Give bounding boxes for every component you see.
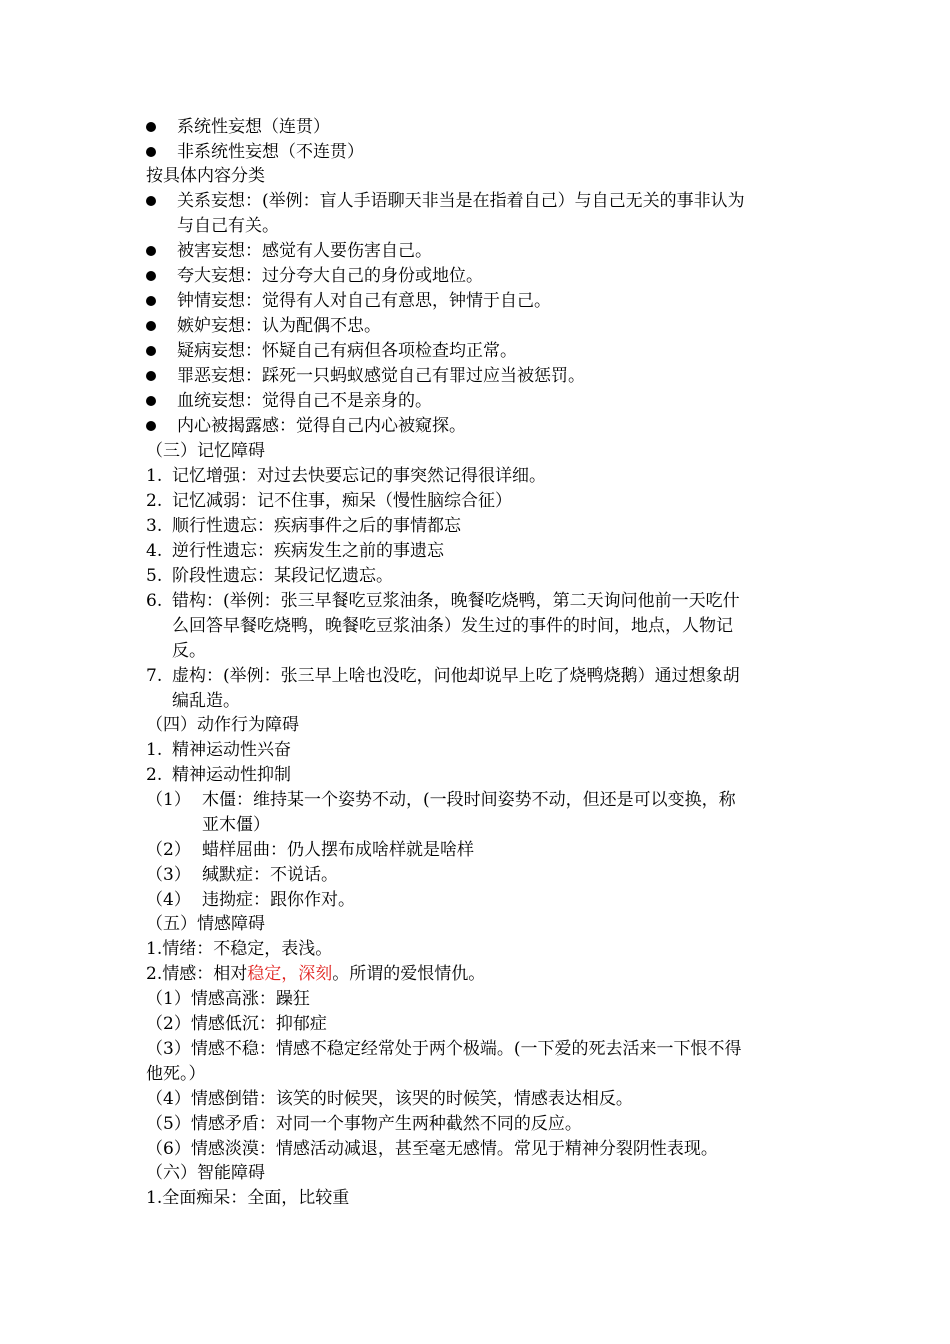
list-number: （4） [146, 890, 191, 910]
list-number: 4. [146, 541, 163, 561]
list-number: 3. [146, 516, 163, 536]
list-text: 编乱造。 [172, 691, 240, 711]
list-text: 缄默症：不说话。 [202, 865, 338, 885]
bullet-text: 钟情妄想：觉得有人对自己有意思，钟情于自己。 [177, 291, 551, 311]
list-number: 2. [146, 765, 163, 785]
bullet-text: 嫉妒妄想：认为配偶不忠。 [177, 316, 381, 336]
list-number: 5. [146, 566, 163, 586]
list-number: （1） [146, 790, 191, 810]
list-text: 精神运动性兴奋 [172, 740, 291, 760]
list-text: 亚木僵） [202, 815, 270, 835]
list-text: 阶段性遗忘：某段记忆遗忘。 [172, 566, 393, 586]
list-number: 1. [146, 740, 163, 760]
list-text: 逆行性遗忘：疾病发生之前的事遗忘 [172, 541, 444, 561]
list-text: 蜡样屈曲：仍人摆布成啥样就是啥样 [202, 840, 474, 860]
bullet-dot-icon [146, 346, 156, 356]
line-text-prefix: 2.情感：相对 [146, 964, 248, 984]
heading-text: （四）动作行为障碍 [146, 715, 299, 735]
bullet-dot-icon [146, 196, 156, 206]
line-text-suffix: 。所谓的爱恨情仇。 [332, 964, 486, 984]
list-number: 7. [146, 666, 163, 686]
line-text: （1）情感高涨：躁狂 [146, 989, 310, 1009]
bullet-text: 关系妄想：(举例：盲人手语聊天非当是在指着自己）与自己无关的事非认为 [177, 191, 745, 211]
bullet-dot-icon [146, 396, 156, 406]
bullet-text: 血统妄想：觉得自己不是亲身的。 [177, 391, 432, 411]
bullet-text: 系统性妄想（连贯） [177, 117, 330, 137]
list-number: 2. [146, 491, 163, 511]
list-text: 精神运动性抑制 [172, 765, 291, 785]
bullet-text: 非系统性妄想（不连贯） [177, 142, 364, 162]
line-text: （4）情感倒错：该笑的时候哭，该哭的时候笑，情感表达相反。 [146, 1089, 633, 1109]
bullet-text: 被害妄想：感觉有人要伤害自己。 [177, 241, 432, 261]
heading-text: （六）智能障碍 [146, 1163, 265, 1183]
list-number: 6. [146, 591, 163, 611]
bullet-dot-icon [146, 296, 156, 306]
line-text: （2）情感低沉：抑郁症 [146, 1014, 327, 1034]
bullet-text: 夸大妄想：过分夸大自己的身份或地位。 [177, 266, 483, 286]
emphasis-text: 稳定，深刻 [247, 964, 333, 984]
bullet-dot-icon [146, 246, 156, 256]
bullet-text: 与自己有关。 [177, 216, 279, 236]
heading-text: （五）情感障碍 [146, 914, 265, 934]
line-text [146, 963, 485, 985]
line-text: （6）情感淡漠：情感活动减退，甚至毫无感情。常见于精神分裂阴性表现。 [146, 1139, 718, 1159]
line-text: 1.全面痴呆：全面，比较重 [146, 1188, 350, 1208]
list-number: （3） [146, 865, 191, 885]
line-text: （5）情感矛盾：对同一个事物产生两种截然不同的反应。 [146, 1114, 582, 1134]
bullet-text: 内心被揭露感：觉得自己内心被窥探。 [177, 416, 466, 436]
bullet-dot-icon [146, 147, 156, 157]
bullet-dot-icon [146, 271, 156, 281]
list-text: 违拗症：跟你作对。 [202, 890, 355, 910]
bullet-text: 罪恶妄想：踩死一只蚂蚁感觉自己有罪过应当被惩罚。 [177, 366, 585, 386]
list-text: 错构：(举例：张三早餐吃豆浆油条，晚餐吃烧鸭，第二天询问他前一天吃什 [172, 591, 740, 611]
list-text: 记忆增强：对过去快要忘记的事突然记得很详细。 [172, 466, 546, 486]
list-text: 么回答早餐吃烧鸭，晚餐吃豆浆油条）发生过的事件的时间，地点，人物记 [172, 616, 733, 636]
bullet-dot-icon [146, 321, 156, 331]
list-text: 木僵：维持某一个姿势不动，(一段时间姿势不动，但还是可以变换，称 [202, 790, 736, 810]
line-text: 1.情绪：不稳定，表浅。 [146, 939, 333, 959]
list-text: 虚构：(举例：张三早上啥也没吃，问他却说早上吃了烧鸭烧鹅）通过想象胡 [172, 666, 740, 686]
bullet-dot-icon [146, 421, 156, 431]
list-number: （2） [146, 840, 191, 860]
list-number: 1. [146, 466, 163, 486]
bullet-dot-icon [146, 371, 156, 381]
list-text: 反。 [172, 641, 206, 661]
heading-text: （三）记忆障碍 [146, 441, 265, 461]
list-text: 记忆减弱：记不住事，痴呆（慢性脑综合征） [172, 491, 512, 511]
list-text: 顺行性遗忘：疾病事件之后的事情都忘 [172, 516, 461, 536]
line-text: 他死。） [146, 1064, 206, 1084]
bullet-text: 疑病妄想：怀疑自己有病但各项检查均正常。 [177, 341, 517, 361]
heading-text: 按具体内容分类 [146, 166, 265, 186]
line-text: （3）情感不稳：情感不稳定经常处于两个极端。(一下爱的死去活来一下恨不得 [146, 1039, 742, 1059]
bullet-dot-icon [146, 122, 156, 132]
